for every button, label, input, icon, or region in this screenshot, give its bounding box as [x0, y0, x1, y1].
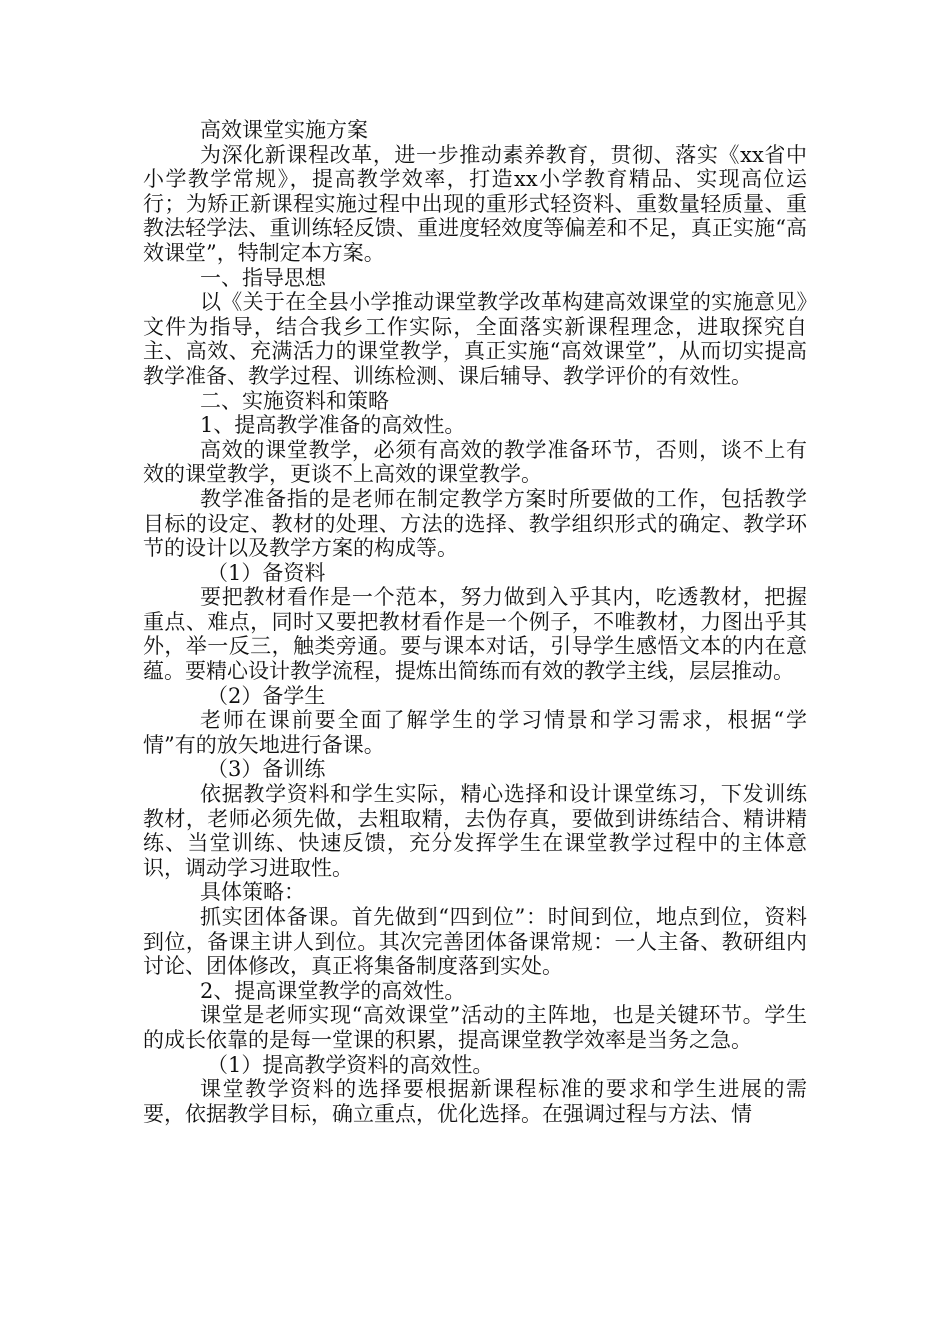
section-heading-content-strategy: 二、实施资料和策略	[200, 388, 389, 413]
section-heading-guiding-ideology: 一、指导思想	[200, 265, 326, 290]
paragraph-prepare-students: 老师在课前要全面了解学生的学习情景和学习需求，根据“学情”有的放矢地进行备课。	[143, 708, 807, 757]
item-heading-prepare-students: （2）备学生	[207, 683, 326, 708]
paragraph-preparation-importance: 高效的课堂教学，必须有高效的教学准备环节，否则，谈不上有效的课堂教学，更谈不上高效的课堂教学。	[143, 437, 807, 487]
paragraph-guiding-ideology: 以《关于在全县小学推动课堂教学改革构建高效课堂的实施意见》文件为指导，结合我乡工作实际，全面落实新课程理念，进取探究自主、高效、充满活力的课堂教学，真正实施“高效课堂”，从而切实提高教学准备、教学过程、训练检测、课后辅导、教学评价的有效性。	[143, 290, 807, 388]
item-heading-prepare-training: （3）备训练	[207, 757, 326, 782]
paragraph-content-selection: 课堂教学资料的选择要根据新课程标准的要求和学生进展的需要，依据教学目标，确立重点，优化选择。在强调过程与方法、情	[143, 1077, 807, 1126]
item-heading-content-efficiency: （1）提高教学资料的高效性。	[207, 1052, 494, 1077]
paragraph-preparation-definition: 教学准备指的是老师在制定教学方案时所要做的工作，包括教学目标的设定、教材的处理、方法的选择、教学组织形式的确定、教学环节的设计以及教学方案的构成等。	[143, 486, 807, 561]
document-title: 高效课堂实施方案	[200, 118, 368, 142]
item-heading-prepare-materials: （1）备资料	[207, 560, 326, 585]
subsection-heading-teaching-preparation: 1、提高教学准备的高效性。	[200, 413, 466, 438]
subsection-heading-classroom-efficiency: 2、提高课堂教学的高效性。	[200, 978, 466, 1003]
paragraph-prepare-materials: 要把教材看作是一个范本，努力做到入乎其内，吃透教材，把握重点、难点，同时又要把教材看作是一个例子，不唯教材，力图出乎其外，举一反三，触类旁通。要与课本对话，引导学生感悟文本的内在意蕴。要精心设计教学流程，提炼出简练而有效的教学主线，层层推动。	[143, 585, 807, 684]
paragraph-intro: 为深化新课程改革，进一步推动素养教育，贯彻、落实《xx省中小学教学常规》，提高教学效率，打造xx小学教育精品、实现高位运行；为矫正新课程实施过程中出现的重形式轻资料、重数量轻质量、重教法轻学法、重训练轻反馈、重进度轻效度等偏差和不足，真正实施“高效课堂”，特制定本方案。	[143, 142, 807, 265]
heading-specific-strategy: 具体策略：	[200, 880, 305, 905]
paragraph-group-lesson-prep: 抓实团体备课。首先做到“四到位”：时间到位，地点到位，资料到位，备课主讲人到位。其次完善团体备课常规：一人主备、教研组内讨论、团体修改，真正将集备制度落到实处。	[143, 905, 807, 979]
paragraph-classroom-main-position: 课堂是老师实现“高效课堂”活动的主阵地，也是关键环节。学生的成长依靠的是每一堂课的积累，提高课堂教学效率是当务之急。	[143, 1003, 807, 1052]
document-body	[143, 118, 807, 1126]
paragraph-prepare-training: 依据教学资料和学生实际，精心选择和设计课堂练习，下发训练教材，老师必须先做，去粗取精，去伪存真，要做到讲练结合、精讲精练、当堂训练、快速反馈，充分发挥学生在课堂教学过程中的主体意识，调动学习进取性。	[143, 782, 807, 880]
